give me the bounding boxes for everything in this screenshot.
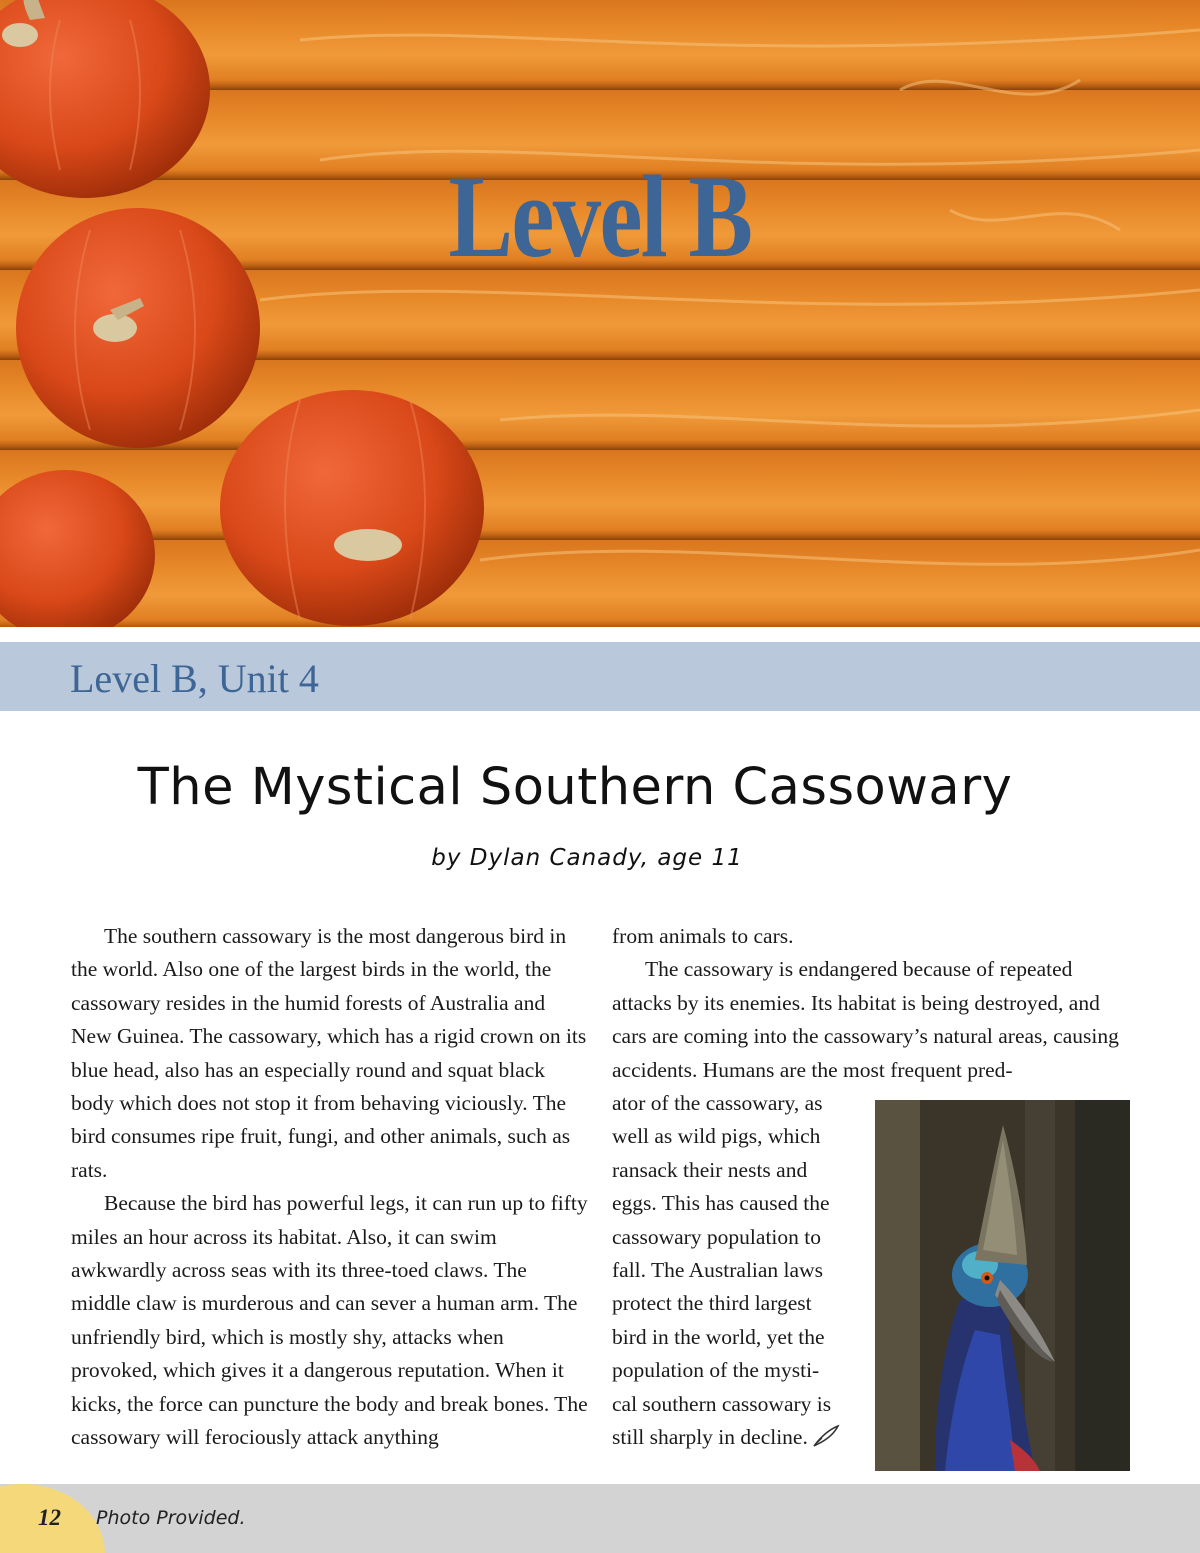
page-number: 12: [38, 1505, 61, 1530]
wrap-line: still sharply in decline.: [612, 1425, 808, 1450]
wrap-line: bird in the world, yet the: [612, 1324, 825, 1349]
wrap-line: ransack their nests and: [612, 1157, 808, 1182]
paragraph-2: Because the bird has powerful legs, it can run up to fifty miles an hour across its habitat. Also, it can swim awkwardly across seas with its three-toed claws. The middle claw is murderous and can sever a human arm. The unfriendly bird, which is mostly shy, attacks when provoked, which gives it a dangerous reputation. When it kicks, the force can puncture the body and break bones. The cassowary will ferociously attack anything: [71, 1191, 588, 1450]
wrap-line: cassowary population to: [612, 1224, 821, 1249]
quill-icon: [812, 1424, 840, 1448]
wrap-line: well as wild pigs, which: [612, 1124, 821, 1149]
wood-and-pumpkins-illustration: [0, 0, 1200, 627]
wrap-line: cal southern cassowary is: [612, 1391, 832, 1416]
paragraph-3-intro: The cassowary is endangered because of repeated attacks by its enemies. Its habitat is being destroyed, and cars are coming into the cassowary’s natural areas, causing accidents. Humans are the most frequent pred-: [612, 957, 1119, 1082]
hero-banner-image: [0, 0, 1200, 627]
wrap-line: fall. The Australian laws: [612, 1258, 823, 1283]
wrap-line: ator of the cassowary, as: [612, 1091, 823, 1116]
paragraph-2-continuation: from animals to cars.: [612, 924, 794, 948]
level-heading: Level B: [448, 151, 752, 282]
pumpkin-group: [0, 0, 484, 627]
article-byline: by Dylan Canady, age 11: [431, 845, 743, 871]
wrap-line: eggs. This has caused the: [612, 1191, 830, 1216]
paragraph-1: The southern cassowary is the most dangerous bird in the world. Also one of the largest birds in the world, the cassowary resides in the humid forests of Australia and New Guinea. The cassowary, which has a rigid crown on its blue head, also has an especially round and squat black body which does not stop it from behaving viciously. The bird consumes ripe fruit, fungi, and other animals, such as rats.: [71, 924, 587, 1182]
unit-label: Level B, Unit 4: [70, 656, 319, 701]
left-column: [71, 920, 591, 1455]
wrap-line: protect the third largest: [612, 1291, 812, 1316]
wrap-line: population of the mysti-: [612, 1358, 820, 1383]
photo-credit: Photo Provided.: [96, 1507, 246, 1529]
article-title: The Mystical Southern Cassowary: [137, 758, 1013, 817]
cassowary-photo: [875, 1100, 1130, 1471]
